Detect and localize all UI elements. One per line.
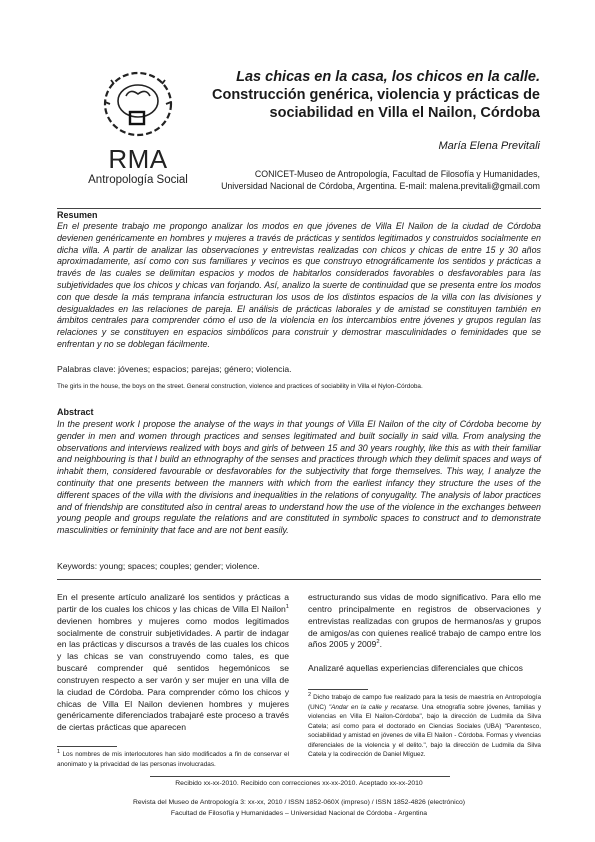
body-column-left bbox=[57, 592, 289, 769]
title-line-2: Construcción genérica, violencia y prácticas de bbox=[212, 87, 540, 103]
journal-logo-text: RMA bbox=[108, 144, 168, 174]
body-text: estructurando sus vidas de modo significativo. Para ello me centro principalmente en registros de observaciones y entrevistas realizadas con grupos de hermanos/as y grupos de amigos/as con quienes realicé trabajo de campo entre los años 2005 y 2009 bbox=[308, 592, 541, 650]
abstract-divider bbox=[57, 579, 541, 580]
footnote-ref[interactable]: 2 bbox=[376, 639, 380, 646]
footnote-thesis-title: "Andar en la calle y recatarse. bbox=[328, 703, 420, 711]
body-paragraph bbox=[308, 592, 541, 651]
footer-journal: Revista del Museo de Antropología 3: xx-xx, 2010 / ISSN 1852-060X (impreso) / ISSN 1852-4826 (electrónico) bbox=[132, 799, 466, 806]
resumen-text: En el presente trabajo me propongo analizar los modos en que jóvenes de Villa El Nailon de la ciudad de Córdoba devienen genéricamente en hombres y mujeres a través de prácticas y sentidos legitimados y construidos socialmente en dicha villa. A partir de analizar las observaciones y entrevistas realizadas con chicos y chicas de entre 15 y 30 años aproximadamente, así como con sus familiares y vecinos es que construyo etnográficamente los sentidos y prácticas a través de las cuales se delimitan espacios y modos de habitarlos considerados favorables o desfavorables para las subjetividades que los chicos y chicas van forjando. Así, analizo la suerte de continuidad que se presenta entre los modos con que desde la más temprana infancia estructuran los usos de los distintos espacios de la villa con las divisiones y desigualdades en las relaciones de pareja. El análisis de prácticas laborales y de amistad se constituyen también en ámbitos centrales para comprender cómo el uso de la violencia en los intercambios entre jóvenes y grupos regulan las relaciones y se constituyen en espacios simbólicos para construir y demostrar masculinidades o feminidades que se enfrentan y no se doblegan fácilmente. bbox=[57, 221, 541, 349]
footer-received: Recibido xx-xx-2010. Recibido con correcciones xx-xx-2010. Aceptado xx-xx-2010 bbox=[175, 780, 423, 787]
footnote-rule bbox=[57, 746, 117, 747]
title-line-1: Las chicas en la casa, los chicos en la calle. bbox=[236, 69, 540, 85]
affiliation-line-2: Universidad Nacional de Córdoba, Argentina. E-mail: malena.previtali@gmail.com bbox=[221, 181, 540, 191]
footnote-1 bbox=[57, 750, 289, 769]
english-title: The girls in the house, the boys on the street. General construction, violence and practices of sociability in Villa el Nylon-Córdoba. bbox=[57, 383, 423, 390]
footer-institution: Facultad de Filosofía y Humanidades – Universidad Nacional de Córdoba - Argentina bbox=[170, 810, 428, 817]
footnote-text: Dicho trabajo de campo fue realizado para la tesis de maestría en Antropología (UNC) bbox=[308, 694, 541, 711]
footnote-2 bbox=[308, 693, 541, 760]
resumen-heading: Resumen bbox=[57, 210, 98, 220]
footnote-rule bbox=[308, 689, 368, 690]
footnote-ref[interactable]: 1 bbox=[285, 603, 289, 610]
footer-divider bbox=[150, 776, 450, 777]
author-name: María Elena Previtali bbox=[438, 140, 540, 152]
rma-emblem-icon bbox=[100, 68, 176, 140]
header-divider bbox=[57, 208, 541, 209]
body-text: En el presente artículo analizaré los sentidos y prácticas a partir de los cuales los chicos y las chicas de Villa El Nailon bbox=[57, 592, 289, 614]
author-affiliation bbox=[150, 168, 540, 192]
abstract-heading: Abstract bbox=[57, 407, 94, 417]
footnote-text: Una etnografía sobre jóvenes, familias y violencias en Villa El Nailon-Córdoba", bajo la dirección de Ludmila da Silva Catela; así como para el doctorado en Ciencias Sociales (UBA) "Parentesco, sociabilidad y amistad en jóvenes de villa El Nailon - Córdoba. Formas y vivencias diferenciales de la violencia y el delito.", bajo la dirección de Ludmila da Silva Catela y la codirección de Daniel Míguez. bbox=[308, 703, 541, 759]
body-paragraph bbox=[57, 592, 289, 734]
title-line-3: sociabilidad en Villa el Nailon, Córdoba bbox=[269, 105, 540, 121]
footnote-number: 1 bbox=[57, 749, 61, 755]
abstract-text: In the present work I propose the analyse of the ways in that youngs of Villa El Nailon of the city of Córdoba become by gender in men and women through practices and senses legitimated and built socially in said villa. From analysing the observations and interviews realized with boys and girls of between 15 and 30 years roughly, like this as with their familiar and neighbouring is that I build an ethnography of the senses and practices through which they delimit spaces and ways of inhabit them, considered favourable or desfavorables for the subjectivity that forge themselves. This way, I analyze the continuity that one presents between the manners with which from the earliest infancy they structure the uses of the different spaces of the villa with the divisions and inequalities in the relations of conyugality. The analysis of labor practices and of friendship are constituted also in central areas to understand how the use of the violence in the exchanges between young people and groups regulate the relations and are constituted in symbolic spaces to construct and to demonstrate masculinities or femininity that face and are not bent easily. bbox=[57, 419, 541, 536]
article-title bbox=[200, 68, 540, 122]
body-paragraph: Analizaré aquellas experiencias diferenciales que chicos bbox=[308, 663, 523, 674]
journal-logo-subtitle: Antropología Social bbox=[88, 174, 188, 186]
affiliation-line-1: CONICET-Museo de Antropología, Facultad de Filosofía y Humanidades, bbox=[254, 169, 540, 179]
body-text: . bbox=[379, 639, 382, 650]
body-text: devienen hombres y mujeres como modos legitimados socialmente de construir subjetividades. A partir de indagar en las prácticas y discursos a través de las cuales los chicos y las chicas se van construyendo como tales, es que buscaré comprender qué sentidos hegemónicos se construyen respecto a ser varón y ser mujer en una villa de la ciudad de Córdoba. Para comprender cómo los chicos y chicas de Villa El Nailon devienen hombres y mujeres genéricamente diferenciados trabajaré este proceso a través de ciertas prácticas que aparecen bbox=[57, 615, 289, 733]
body-column-right bbox=[308, 592, 541, 760]
abstract-keywords: Keywords: young; spaces; couples; gender; violence. bbox=[57, 561, 260, 571]
footnote-number: 2 bbox=[308, 691, 312, 698]
footnote-text: Los nombres de mis interlocutores han sido modificados a fin de conservar el anonimato y la privacidad de las personas involucradas. bbox=[57, 751, 289, 768]
resumen-keywords: Palabras clave: jóvenes; espacios; parejas; género; violencia. bbox=[57, 364, 292, 374]
